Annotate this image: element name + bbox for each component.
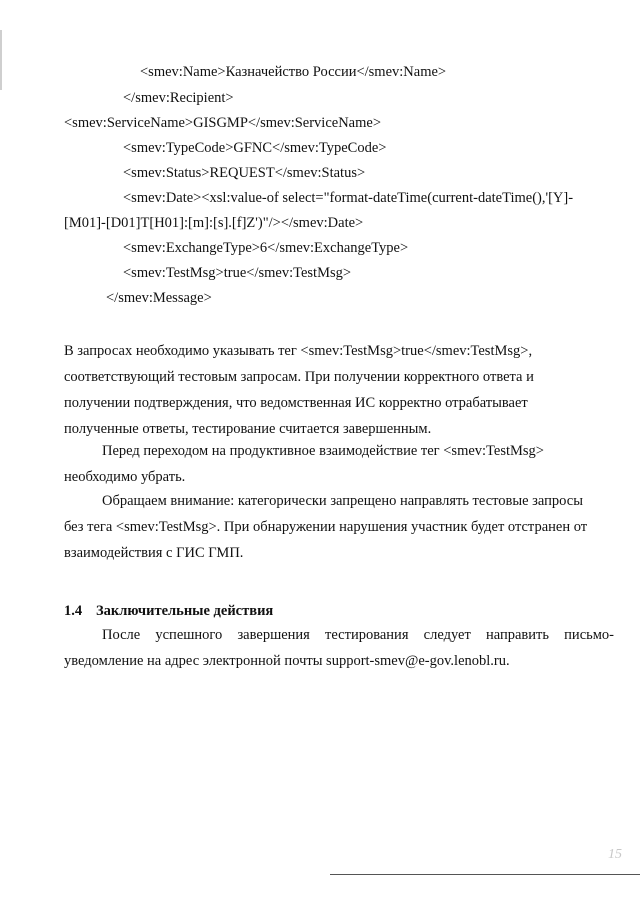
section-title: Заключительные действия <box>96 603 274 619</box>
paragraph-production-switch <box>64 438 594 490</box>
code-line-date-cont: [M01]-[D01]T[H01]:[m]:[s].[f]Z')"/></smev:Date> <box>64 215 364 231</box>
code-line-name: <smev:Name>Казначейство России</smev:Name> <box>140 64 447 80</box>
code-line-service-name: <smev:ServiceName>GISGMP</smev:ServiceName> <box>64 115 382 131</box>
paragraph-row: Перед переходом на продуктивное взаимодействие тег <smev:TestMsg> <box>102 443 544 459</box>
paragraph-row: В запросах необходимо указывать тег <smev:TestMsg>true</smev:TestMsg>, <box>64 343 533 359</box>
paragraph-test-requests <box>64 338 594 442</box>
paragraph-row: уведомление на адрес электронной почты support-smev@e-gov.lenobl.ru. <box>64 653 510 669</box>
paragraph-row: полученные ответы, тестирование считается завершенным. <box>64 421 432 437</box>
footer-rule <box>330 874 640 875</box>
code-line-recipient-close: </smev:Recipient> <box>123 90 234 106</box>
code-line-test-msg: <smev:TestMsg>true</smev:TestMsg> <box>123 265 352 281</box>
paragraph-row: взаимодействия с ГИС ГМП. <box>64 545 244 561</box>
paragraph-row: без тега <smev:TestMsg>. При обнаружении нарушения участник будет отстранен от <box>64 519 588 535</box>
code-line-type-code: <smev:TypeCode>GFNC</smev:TypeCode> <box>123 140 387 156</box>
paragraph-row: Обращаем внимание: категорически запрещено направлять тестовые запросы <box>102 493 583 509</box>
paragraph-final-actions <box>64 622 614 674</box>
margin-mark <box>0 30 2 90</box>
paragraph-row: получении подтверждения, что ведомственная ИС корректно отрабатывает <box>64 395 528 411</box>
code-line-status: <smev:Status>REQUEST</smev:Status> <box>123 165 366 181</box>
code-line-date: <smev:Date><xsl:value-of select="format-dateTime(current-dateTime(),'[Y]- <box>123 190 574 206</box>
section-number: 1.4 <box>64 603 83 619</box>
code-line-exchange-type: <smev:ExchangeType>6</smev:ExchangeType> <box>123 240 409 256</box>
paragraph-warning <box>64 488 594 566</box>
paragraph-row: соответствующий тестовым запросам. При получении корректного ответа и <box>64 369 534 385</box>
paragraph-row: необходимо убрать. <box>64 469 186 485</box>
page-number: 15 <box>608 847 622 862</box>
paragraph-row: После успешного завершения тестирования следует направить письмо- <box>102 627 614 643</box>
code-line-message-close: </smev:Message> <box>106 290 212 306</box>
section-heading <box>64 603 273 620</box>
